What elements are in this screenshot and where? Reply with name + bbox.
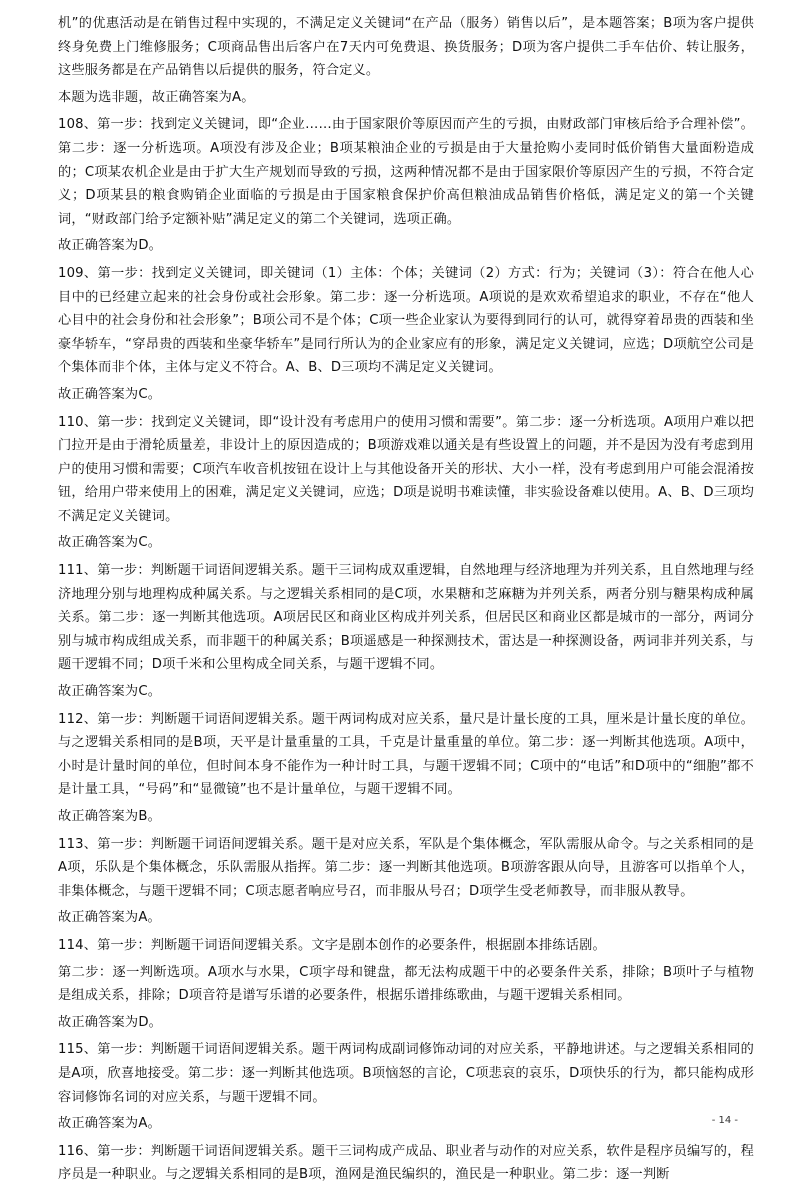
solution-111: 111、第一步：判断题干词语间逻辑关系。题干三词构成双重逻辑，自然地理与经济地理为并列关系，且自然地理与经济地理分别与地理构成种属关系。与之逻辑关系相同的是C项，水果糖和芝麻糖为并列关系，两者分别与糖果构成种属关系。第二步：逐一判断其他选项。A项居民区和商业区构成并列关系，但居民区和商业区都是城市的一部分，两词分别与城市构成组成关系，而非题干的种属关系；B项遥感是一种探测技术，雷达是一种探测设备，两词非并列关系，与题干逻辑不同；D项千米和公里构成全同关系，与题干逻辑不同。: [58, 563, 754, 673]
answer-line: 本题为选非题，故正确答案为A。: [58, 89, 255, 105]
answer-112: 故正确答案为B。: [58, 809, 161, 824]
solution-110: 110、第一步：找到定义关键词，即“设计没有考虑用户的使用习惯和需要”。第二步：逐一分析选项。A项用户难以把门拉开是由于滑轮质量差，非设计上的原因造成的；B项游戏难以通关是有些设置上的问题，并不是因为没有考虑到用户的使用习惯和需要；C项汽车收音机按钮在设计上与其他设备开关的形状、大小一样，没有考虑到用户可能会混淆按钮，给用户带来使用上的困难，满足定义关键词，应选；D项是说明书难读懂，非实验设备难以使用。A、B、D三项均不满足定义关键词。: [58, 414, 754, 524]
solution-113: 113、第一步：判断题干词语间逻辑关系。题干是对应关系，军队是个集体概念，军队需服从命令。与之关系相同的是A项，乐队是个集体概念，乐队需服从指挥。第二步：逐一判断其他选项。B项游客跟从向导，且游客可以指单个人，非集体概念，与题干逻辑不同；C项志愿者响应号召，而非服从号召；D项学生受老师教导，而非服从教导。: [58, 836, 754, 899]
solution-108: 108、第一步：找到定义关键词，即“企业……由于国家限价等原因而产生的亏损，由财政部门审核后给予合理补偿”。第二步：逐一分析选项。A项没有涉及企业；B项某粮油企业的亏损是由于大量抢购小麦同时低价销售大量面粉造成的；C项某农机企业是由于扩大生产规划而导致的亏损，这两种情况都不是由于国家限价等原因产生的亏损，不符合定义；D项某县的粮食购销企业面临的亏损是由于国家粮食保护价高但粮油成品销售价格低，满足定义的第一个关键词，“财政部门给予定额补贴”满足定义的第二个关键词，选项正确。: [58, 117, 754, 227]
solution-115: 115、第一步：判断题干词语间逻辑关系。题干两词构成副词修饰动词的对应关系，平静地讲述。与之逻辑关系相同的是A项，欣喜地接受。第二步：逐一判断其他选项。B项恼怒的言论，C项悲哀的哀乐，D项快乐的行为，都只能构成形容词修饰名词的对应关系，与题干逻辑不同。: [58, 1042, 754, 1105]
page-number: - 14 -: [711, 1115, 738, 1126]
answer-110: 故正确答案为C。: [58, 535, 162, 551]
solution-116: 116、第一步：判断题干词语间逻辑关系。题干三词构成产成品、职业者与动作的对应关系，软件是程序员编写的，程序员是一种职业。与之逻辑关系相同的是B项，渔网是渔民编织的，渔民是一种职业。第二步：逐一判断: [58, 1143, 754, 1183]
solution-109: 109、第一步：找到定义关键词，即关键词（1）主体：个体；关键词（2）方式：行为；关键词（3）：符合在他人心目中的已经建立起来的社会身份或社会形象。第二步：逐一分析选项。A项说的是欢欢希望追求的职业，不存在“他人心目中的社会身份和社会形象”；B项公司不是个体；C项一些企业家认为要得到同行的认可，就得穿着昂贵的西装和坐豪华轿车，“穿昂贵的西装和坐豪华轿车”是同行所认为的企业家应有的形象，满足定义关键词，应选；D项航空公司是个集体而非个体，主体与定义不符合。A、B、D三项均不满足定义关键词。: [58, 265, 754, 376]
solution-114-step1: 114、第一步：判断题干词语间逻辑关系。文字是剧本创作的必要条件，根据剧本排练话剧。: [58, 937, 606, 953]
paragraph-intro-continuation: 机”的优惠活动是在销售过程中实现的，不满足定义关键词“在产品（服务）销售以后”，是本题答案；B项为客户提供终身免费上门维修服务；C项商品售出后客户在7天内可免费退、换货服务；D项为客户提供二手车估价、转让服务，这些服务都是在产品销售以后提供的服务，符合定义。: [58, 16, 754, 79]
answer-114: 故正确答案为D。: [58, 1014, 163, 1030]
solution-112: 112、第一步：判断题干词语间逻辑关系。题干两词构成对应关系，量尺是计量长度的工具，厘米是计量长度的单位。与之逻辑关系相同的是B项，天平是计量重量的工具，千克是计量重量的单位。第二步：逐一判断其他选项。A项中，小时是计量时间的单位，但时间本身不能作为一种计时工具，与题干逻辑不同；C项中的“电话”和D项中的“细胞”都不是计量工具，“号码”和“显微镜”也不是计量单位，与题干逻辑不同。: [58, 711, 754, 798]
answer-111: 故正确答案为C。: [58, 684, 162, 700]
answer-113: 故正确答案为A。: [58, 910, 161, 926]
answer-108: 故正确答案为D。: [58, 238, 163, 254]
answer-115: 故正确答案为A。: [58, 1116, 161, 1132]
solution-114-step2: 第二步：逐一判断选项。A项水与水果，C项字母和键盘，都无法构成题干中的必要条件关系，排除；B项叶子与植物是组成关系，排除；D项音符是谱写乐谱的必要条件，根据乐谱排练歌曲，与题干逻辑关系相同。: [58, 964, 754, 1004]
answer-109: 故正确答案为C。: [58, 386, 162, 402]
